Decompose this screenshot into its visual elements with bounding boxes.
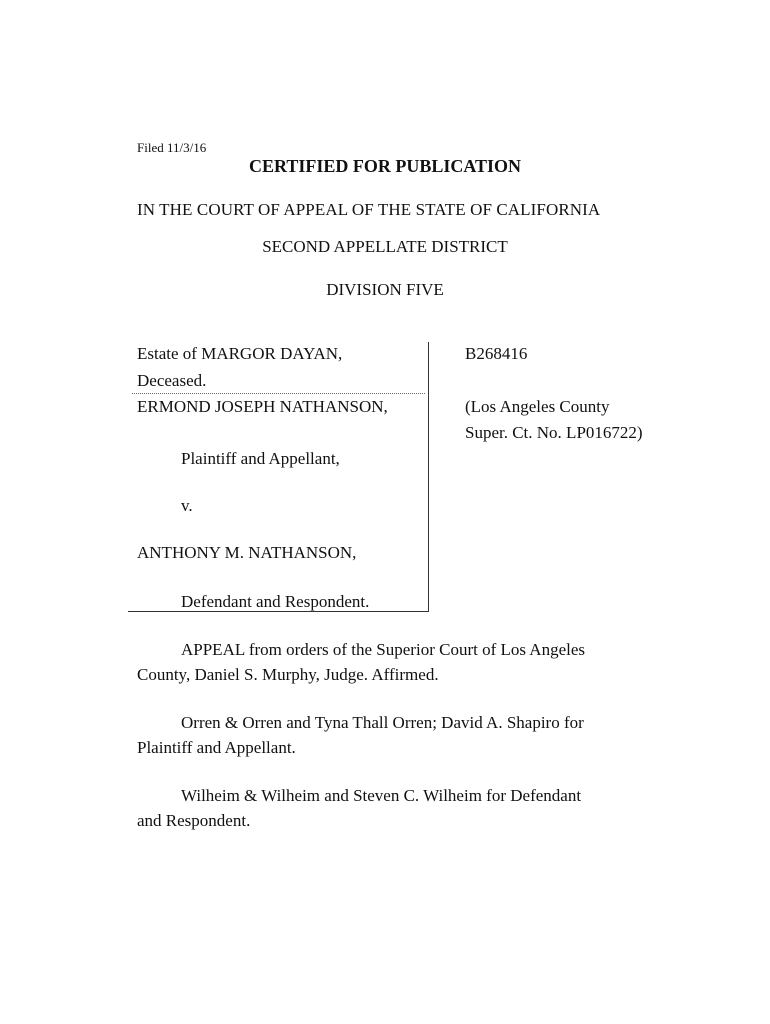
plaintiff-counsel-line-1: Orren & Orren and Tyna Thall Orren; David A. Shapiro for (181, 713, 584, 732)
defendant-role: Defendant and Respondent. (181, 592, 370, 611)
caption-bottom-rule (128, 611, 429, 612)
case-number: B268416 (465, 344, 528, 363)
filed-date: Filed 11/3/16 (137, 140, 207, 155)
plaintiff-role: Plaintiff and Appellant, (181, 449, 340, 468)
court-name: IN THE COURT OF APPEAL OF THE STATE OF CALIFORNIA (137, 200, 601, 219)
appeal-paragraph-line-1: APPEAL from orders of the Superior Court of Los Angeles (181, 640, 586, 659)
caption-divider (132, 393, 425, 394)
estate-name: Estate of MARGOR DAYAN, (137, 344, 343, 363)
defendant-counsel-line-1: Wilheim & Wilheim and Steven C. Wilheim for Defendant (181, 786, 582, 805)
superior-court-line-2: Super. Ct. No. LP016722) (465, 423, 643, 442)
certification-heading: CERTIFIED FOR PUBLICATION (248, 156, 522, 176)
appellate-district: SECOND APPELLATE DISTRICT (262, 237, 508, 256)
court-division: DIVISION FIVE (326, 280, 444, 299)
versus-label: v. (181, 496, 193, 515)
plaintiff-name: ERMOND JOSEPH NATHANSON, (137, 397, 388, 416)
defendant-counsel-line-2: and Respondent. (137, 811, 251, 830)
deceased-label: Deceased. (137, 371, 207, 390)
defendant-name: ANTHONY M. NATHANSON, (137, 543, 357, 562)
superior-court-line-1: (Los Angeles County (465, 397, 610, 416)
appeal-paragraph-line-2: County, Daniel S. Murphy, Judge. Affirmed. (137, 665, 439, 684)
caption-vertical-rule (428, 342, 429, 611)
plaintiff-counsel-line-2: Plaintiff and Appellant. (137, 738, 296, 757)
